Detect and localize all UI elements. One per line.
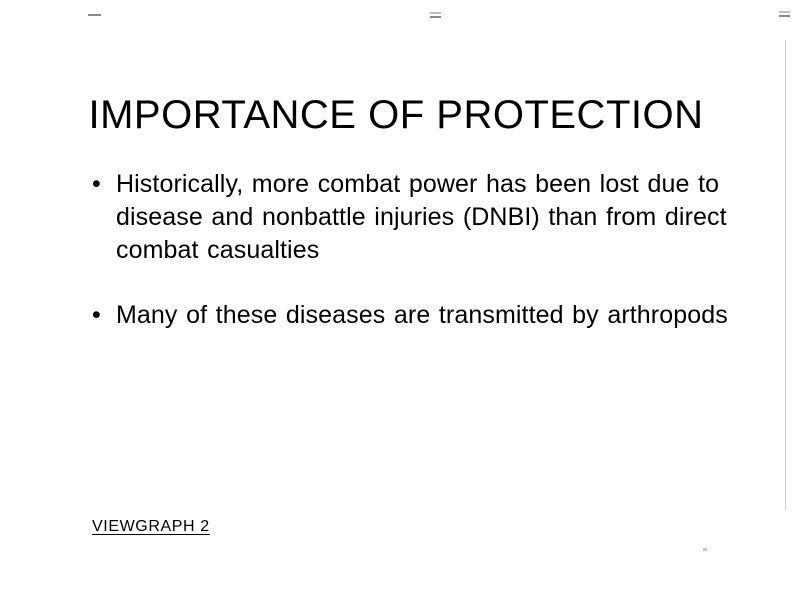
crop-mark-top-left-icon: [88, 14, 101, 16]
page-title: IMPORTANCE OF PROTECTION: [88, 92, 704, 137]
bullet-point-icon: •: [92, 170, 101, 198]
list-item: [92, 299, 752, 332]
bullet-point-icon: •: [92, 301, 101, 329]
scan-speck-icon: [703, 548, 707, 551]
list-item-text: Historically, more combat power has been lost due to disease and nonbattle injuries (DNBI) than from direct combat casualties: [116, 170, 727, 264]
crop-mark-top-right-icon: [779, 15, 790, 17]
list-item: [92, 168, 752, 267]
bullet-list: [92, 168, 752, 364]
list-item-text: Many of these diseases are transmitted by arthropods: [116, 301, 728, 329]
viewgraph-label: VIEWGRAPH 2: [92, 518, 210, 535]
crop-mark-top-right-upper-icon: [779, 11, 790, 13]
crop-mark-top-center-upper-icon: [430, 12, 441, 14]
crop-mark-top-center-icon: [430, 16, 441, 18]
